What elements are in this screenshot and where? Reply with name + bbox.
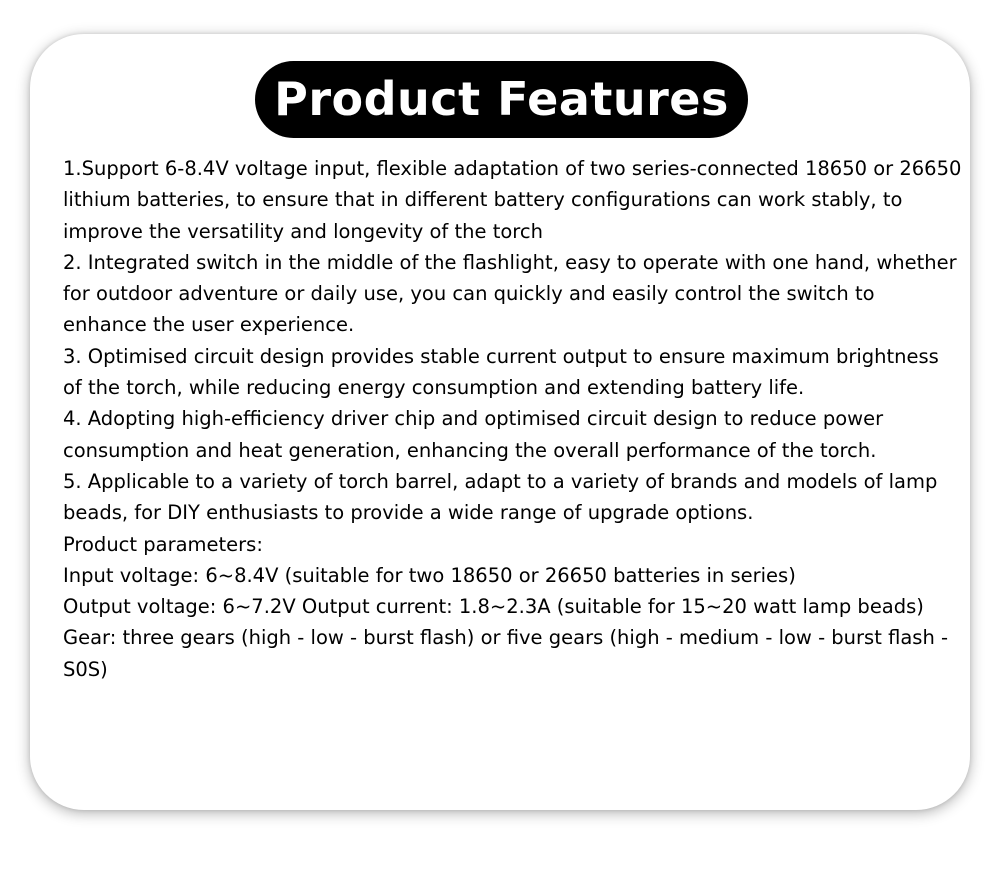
feature-paragraph-1: 1.Support 6-8.4V voltage input, flexible adaptation of two series-connected 18650 or 26650 lithium batteries, to ensure that in different battery configurations can work stably, to improve the versatility and longevity of the torch [63,157,962,243]
parameter-input-voltage: Input voltage: 6~8.4V (suitable for two 18650 or 26650 batteries in series) [63,563,796,587]
feature-paragraph-5: 5. Applicable to a variety of torch barrel, adapt to a variety of brands and models of lamp beads, for DIY enthusiasts to provide a wide range of upgrade options. [63,469,938,525]
parameter-gear: Gear: three gears (high - low - burst flash) or five gears (high - medium - low - burst flash - S0S) [63,626,949,681]
feature-paragraph-2: 2. Integrated switch in the middle of the flashlight, easy to operate with one hand, whether for outdoor adventure or daily use, you can quickly and easily control the switch to enhance the user experience. [63,250,957,337]
parameter-output: Output voltage: 6~7.2V Output current: 1.8~2.3A (suitable for 15~20 watt lamp beads) [63,595,924,619]
feature-paragraph-3: 3. Optimised circuit design provides stable current output to ensure maximum brightness of the torch, while reducing energy consumption and extending battery life. [63,344,939,400]
page-title: Product Features [255,61,748,138]
parameters-heading: Product parameters: [63,532,263,556]
feature-paragraph-4: 4. Adopting high-efficiency driver chip and optimised circuit design to reduce power consumption and heat generation, enhancing the overall performance of the torch. [63,407,884,462]
feature-text [63,153,963,685]
